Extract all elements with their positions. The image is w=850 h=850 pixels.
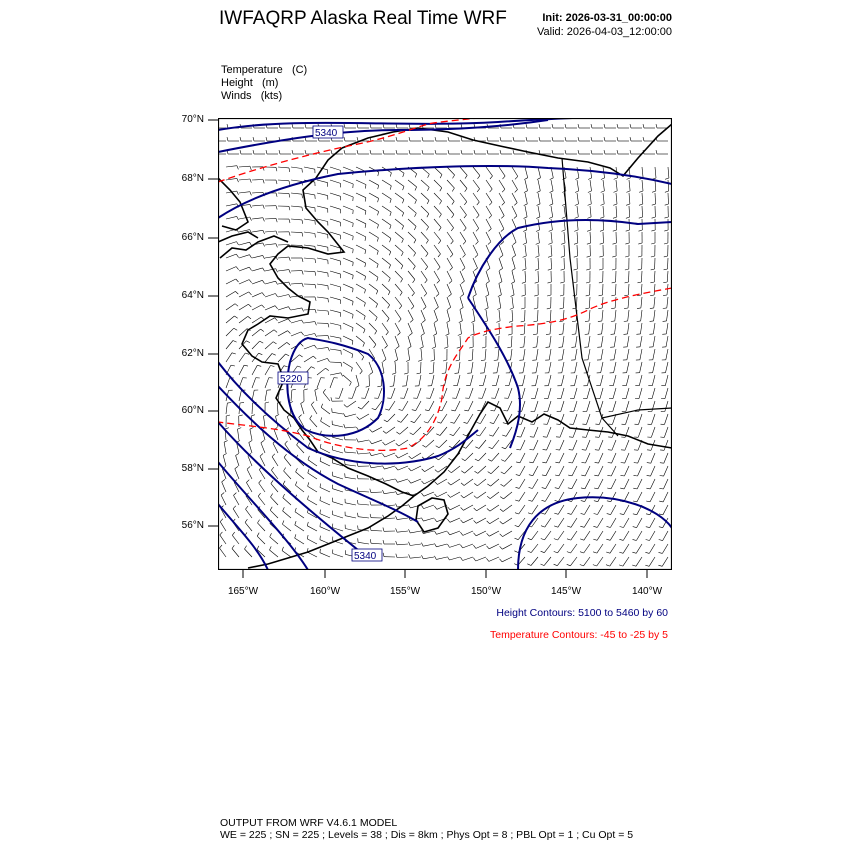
lat-label-68n: 68°N	[181, 173, 204, 184]
legend-winds-label: Winds	[221, 90, 252, 102]
lon-label-155w: 155°W	[389, 586, 421, 597]
legend-height-label: Height	[221, 77, 253, 89]
lon-label-160w: 160°W	[309, 586, 341, 597]
temperature-contour-note: Temperature Contours: -45 to -25 by 5	[489, 629, 668, 641]
lon-label-140w: 140°W	[631, 586, 663, 597]
lat-label-58n: 58°N	[181, 463, 204, 474]
lon-label-165w: 165°W	[227, 586, 259, 597]
map-panel	[218, 118, 672, 570]
lat-label-70n: 70°N	[181, 114, 204, 125]
footer-model-line: OUTPUT FROM WRF V4.6.1 MODEL	[220, 817, 398, 829]
legend-height	[221, 77, 278, 89]
lat-ticks	[206, 112, 220, 542]
legend-temperature	[221, 64, 307, 76]
contour-label-3: 5340	[354, 551, 377, 562]
lon-label-150w: 150°W	[470, 586, 502, 597]
lon-ticks	[218, 568, 672, 582]
lon-label-145w: 145°W	[550, 586, 582, 597]
lat-label-62n: 62°N	[181, 348, 204, 359]
legend-winds-unit: (kts)	[260, 90, 283, 102]
contour-label-1: 5340	[315, 128, 338, 139]
map-title: IWFAQRP Alaska Real Time WRF	[219, 8, 507, 29]
legend-temperature-unit: (C)	[291, 64, 308, 76]
init-time: Init: 2026-03-31_00:00:00	[542, 12, 672, 24]
lat-label-60n: 60°N	[181, 405, 204, 416]
lat-label-66n: 66°N	[181, 232, 204, 243]
footer-config-line: WE = 225 ; SN = 225 ; Levels = 38 ; Dis = 8km ; Phys Opt = 8 ; PBL Opt = 1 ; Cu Opt = 5	[220, 829, 634, 841]
lat-label-64n: 64°N	[181, 290, 204, 301]
legend-temperature-label: Temperature	[221, 64, 283, 76]
legend-winds	[221, 90, 282, 102]
legend-height-unit: (m)	[261, 77, 279, 89]
lat-label-56n: 56°N	[181, 520, 204, 531]
contour-label-2: 5220	[280, 374, 303, 385]
height-contour-note: Height Contours: 5100 to 5460 by 60	[496, 607, 668, 619]
valid-time: Valid: 2026-04-03_12:00:00	[537, 26, 672, 38]
